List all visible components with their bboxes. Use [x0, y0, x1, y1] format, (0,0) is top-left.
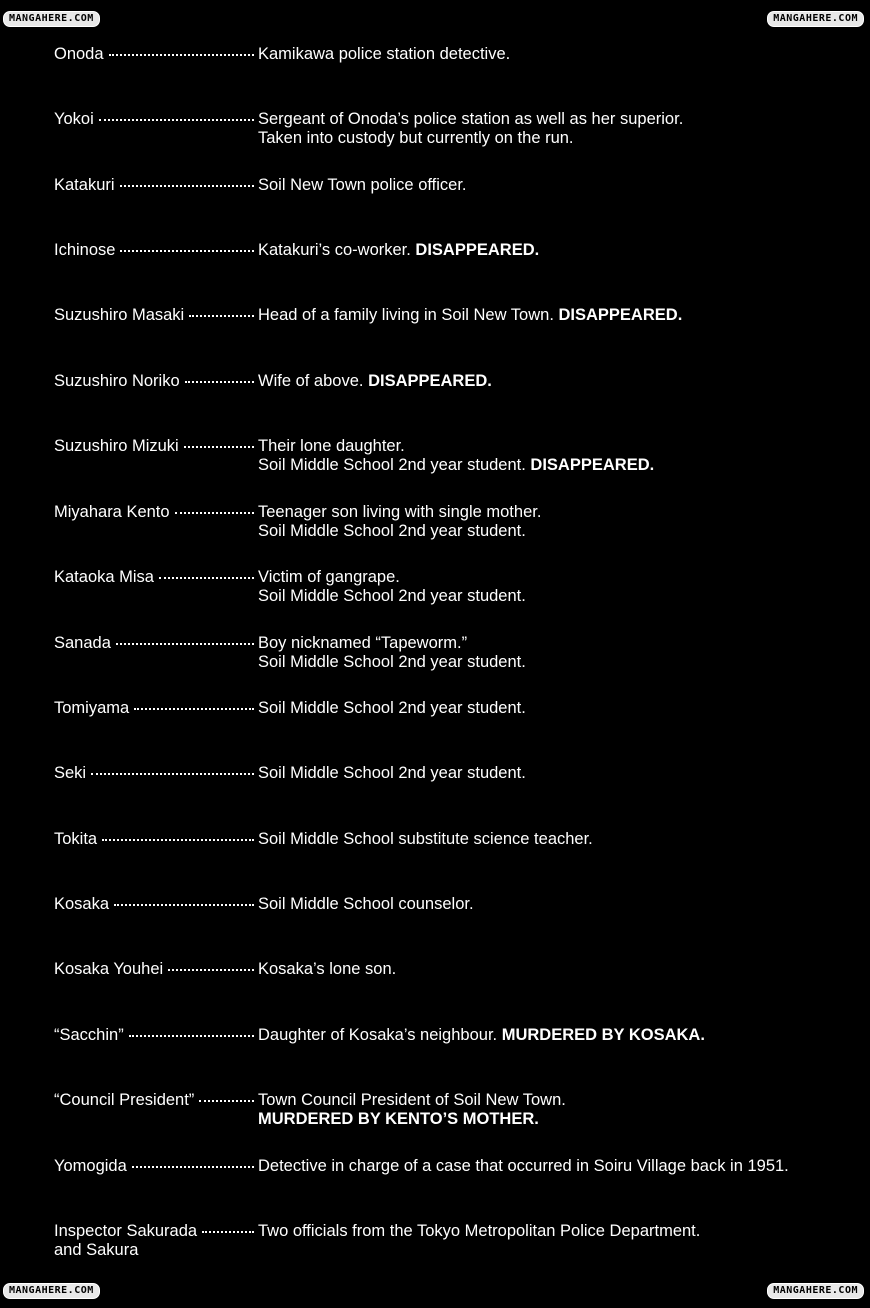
description-line: [258, 895, 858, 914]
character-name-cell: [54, 306, 254, 325]
description-text: Town Council President of Soil New Town.: [258, 1091, 566, 1109]
character-name: Yomogida: [54, 1157, 127, 1175]
character-description: [258, 372, 858, 391]
watermark-top-right: MANGAHERE.COM: [767, 11, 864, 27]
character-name: Tomiyama: [54, 699, 130, 717]
description-text: Taken into custody but currently on the run.: [258, 129, 574, 147]
dotted-leader: [129, 1035, 254, 1037]
dotted-leader: [185, 381, 254, 383]
character-name-cell: [54, 1091, 254, 1110]
dotted-leader: [132, 1166, 254, 1168]
description-text: Kamikawa police station detective.: [258, 45, 511, 63]
character-name: Kosaka Youhei: [54, 960, 164, 978]
dotted-leader: [168, 969, 254, 971]
dotted-leader: [184, 446, 254, 448]
character-description: [258, 1222, 858, 1241]
description-text: Soil Middle School substitute science teacher.: [258, 830, 593, 848]
watermark-top-left: MANGAHERE.COM: [3, 11, 100, 27]
description-line: [258, 960, 858, 979]
description-line: [258, 456, 858, 475]
character-name: Onoda: [54, 45, 104, 63]
character-name: Inspector Sakurada: [54, 1222, 198, 1240]
dotted-leader: [159, 577, 254, 579]
dotted-leader: [202, 1231, 254, 1233]
character-description: [258, 764, 858, 783]
character-description: [258, 830, 858, 849]
character-name-cell: [54, 960, 254, 979]
description-line: [258, 306, 858, 325]
watermark-bottom-right: MANGAHERE.COM: [767, 1283, 864, 1299]
character-name: Ichinose: [54, 241, 116, 259]
description-text: Wife of above.: [258, 372, 369, 390]
description-text: Boy nicknamed “Tapeworm.”: [258, 634, 468, 652]
status-emphasis: DISAPPEARED.: [368, 372, 492, 390]
character-name-cell: [54, 895, 254, 914]
character-name-cell: [54, 372, 254, 391]
character-description: [258, 1091, 858, 1129]
character-name-cell: [54, 634, 254, 653]
character-description: [258, 306, 858, 325]
character-name-cell: [54, 1222, 254, 1260]
dotted-leader: [120, 185, 254, 187]
description-line: [258, 522, 858, 541]
description-text: Soil Middle School counselor.: [258, 895, 474, 913]
character-name: “Sacchin”: [54, 1026, 124, 1044]
character-description: [258, 699, 858, 718]
description-text: Soil Middle School 2nd year student.: [258, 522, 526, 540]
character-name: Suzushiro Noriko: [54, 372, 180, 390]
description-text: Head of a family living in Soil New Town.: [258, 306, 559, 324]
dotted-leader: [199, 1100, 254, 1102]
character-description: [258, 895, 858, 914]
character-name: Yokoi: [54, 110, 94, 128]
description-line: [258, 830, 858, 849]
character-name-cell: [54, 830, 254, 849]
character-description: [258, 1026, 858, 1045]
character-name: Sanada: [54, 634, 111, 652]
description-text: Soil New Town police officer.: [258, 176, 467, 194]
description-text: Sergeant of Onoda’s police station as well as her superior.: [258, 110, 684, 128]
description-text: Soil Middle School 2nd year student.: [258, 587, 526, 605]
dotted-leader: [175, 512, 254, 514]
watermark-bottom-left: MANGAHERE.COM: [3, 1283, 100, 1299]
description-line: [258, 699, 858, 718]
description-line: [258, 587, 858, 606]
character-name-cell: [54, 176, 254, 195]
status-emphasis: DISAPPEARED.: [415, 241, 540, 259]
character-description: [258, 1157, 858, 1176]
description-line: [258, 653, 858, 672]
character-name-cell: [54, 45, 254, 64]
character-description: [258, 45, 858, 64]
character-description: [258, 960, 858, 979]
character-name: Suzushiro Masaki: [54, 306, 185, 324]
character-description: [258, 176, 858, 195]
status-emphasis: MURDERED BY KOSAKA.: [501, 1026, 705, 1044]
character-name: Katakuri: [54, 176, 115, 194]
description-line: [258, 241, 858, 260]
character-description: [258, 241, 858, 260]
character-description: [258, 568, 858, 606]
character-name: Suzushiro Mizuki: [54, 437, 179, 455]
description-line: [258, 437, 858, 456]
character-name-cell: [54, 503, 254, 522]
description-line: [258, 1026, 858, 1045]
character-name-cell: [54, 1157, 254, 1176]
dotted-leader: [189, 315, 254, 317]
description-line: [258, 568, 858, 587]
description-text: Detective in charge of a case that occurred in Soiru Village back in 1951.: [258, 1157, 789, 1175]
description-line: [258, 634, 858, 653]
description-line: [258, 1222, 858, 1241]
character-name-cell: [54, 1026, 254, 1045]
character-name: Tokita: [54, 830, 98, 848]
character-description: [258, 634, 858, 672]
description-text: Soil Middle School 2nd year student.: [258, 764, 526, 782]
dotted-leader: [114, 904, 254, 906]
description-text: Their lone daughter.: [258, 437, 405, 455]
character-name-cell: [54, 437, 254, 456]
status-emphasis: DISAPPEARED.: [558, 306, 683, 324]
dotted-leader: [134, 708, 254, 710]
description-line: [258, 764, 858, 783]
description-line: [258, 1091, 858, 1110]
character-name: Miyahara Kento: [54, 503, 170, 521]
character-name-cell: [54, 568, 254, 587]
status-emphasis: DISAPPEARED.: [530, 456, 655, 474]
dotted-leader: [99, 119, 254, 121]
description-line: [258, 110, 858, 129]
description-text: Soil Middle School 2nd year student.: [258, 699, 526, 717]
dotted-leader: [116, 643, 254, 645]
status-emphasis: MURDERED BY KENTO’S MOTHER.: [258, 1110, 539, 1128]
dotted-leader: [109, 54, 254, 56]
description-text: Teenager son living with single mother.: [258, 503, 542, 521]
description-line: [258, 1110, 858, 1129]
dotted-leader: [120, 250, 254, 252]
description-line: [258, 372, 858, 391]
description-line: [258, 1157, 858, 1176]
description-line: [258, 503, 858, 522]
character-name: Kataoka Misa: [54, 568, 154, 586]
description-text: Daughter of Kosaka’s neighbour.: [258, 1026, 502, 1044]
character-description: [258, 110, 858, 148]
description-text: Victim of gangrape.: [258, 568, 400, 586]
description-line: [258, 129, 858, 148]
description-line: [258, 45, 858, 64]
character-name: “Council President”: [54, 1091, 195, 1109]
description-text: Soil Middle School 2nd year student.: [258, 653, 526, 671]
description-text: Kosaka’s lone son.: [258, 960, 397, 978]
dotted-leader: [91, 773, 254, 775]
character-name-cell: [54, 764, 254, 783]
character-name-continued: and Sakura: [54, 1241, 139, 1259]
character-name: Seki: [54, 764, 87, 782]
description-text: Soil Middle School 2nd year student.: [258, 456, 531, 474]
character-description: [258, 437, 858, 475]
description-text: Katakuri’s co-worker.: [258, 241, 416, 259]
description-text: Two officials from the Tokyo Metropolitan Police Department.: [258, 1222, 701, 1240]
character-name-cell: [54, 241, 254, 260]
character-name-cell: [54, 110, 254, 129]
dotted-leader: [102, 839, 254, 841]
character-name: Kosaka: [54, 895, 110, 913]
character-name-cell: [54, 699, 254, 718]
description-line: [258, 176, 858, 195]
character-description: [258, 503, 858, 541]
